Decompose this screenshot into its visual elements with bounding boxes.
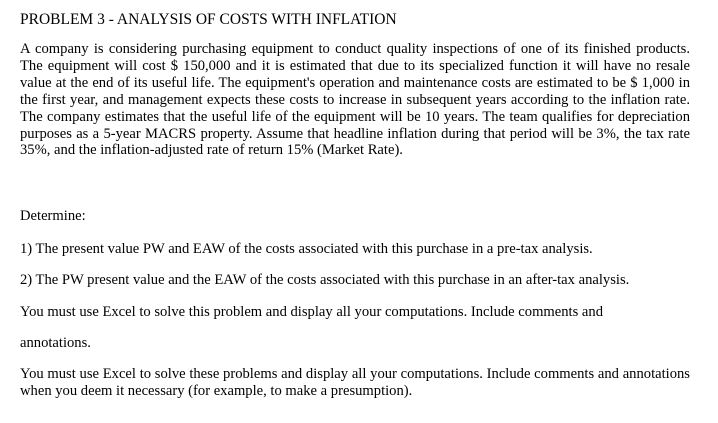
excel-instruction: You must use Excel to solve this problem and display all your computations. Include comments and (20, 304, 603, 320)
excel-instruction-final: You must use Excel to solve these problems and display all your computations. Include comments and annotations when you deem it necessary (for example, to make a presumption). (20, 366, 690, 399)
problem-title: PROBLEM 3 - ANALYSIS OF COSTS WITH INFLATION (20, 11, 397, 28)
determine-label: Determine: (20, 208, 86, 224)
question-1: 1) The present value PW and EAW of the costs associated with this purchase in a pre-tax analysis. (20, 241, 593, 257)
problem-description: A company is considering purchasing equipment to conduct quality inspections of one of its finished products. The equipment will cost $ 150,000 and it is estimated that due to its specialized function it will have no resale value at the end of its useful life. The equipment's operation and maintenance costs are estimated to be $ 1,000 in the first year, and management expects these costs to increase in subsequent years according to the inflation rate. The company estimates that the useful life of the equipment will be 10 years. The team qualifies for depreciation purposes as a 5-year MACRS property. Assume that headline inflation during that period will be 3%, the tax rate 35%, and the inflation-adjusted rate of return 15% (Market Rate). (20, 41, 690, 159)
question-2: 2) The PW present value and the EAW of the costs associated with this purchase in an after-tax analysis. (20, 272, 630, 288)
excel-instruction-continued: annotations. (20, 335, 91, 351)
